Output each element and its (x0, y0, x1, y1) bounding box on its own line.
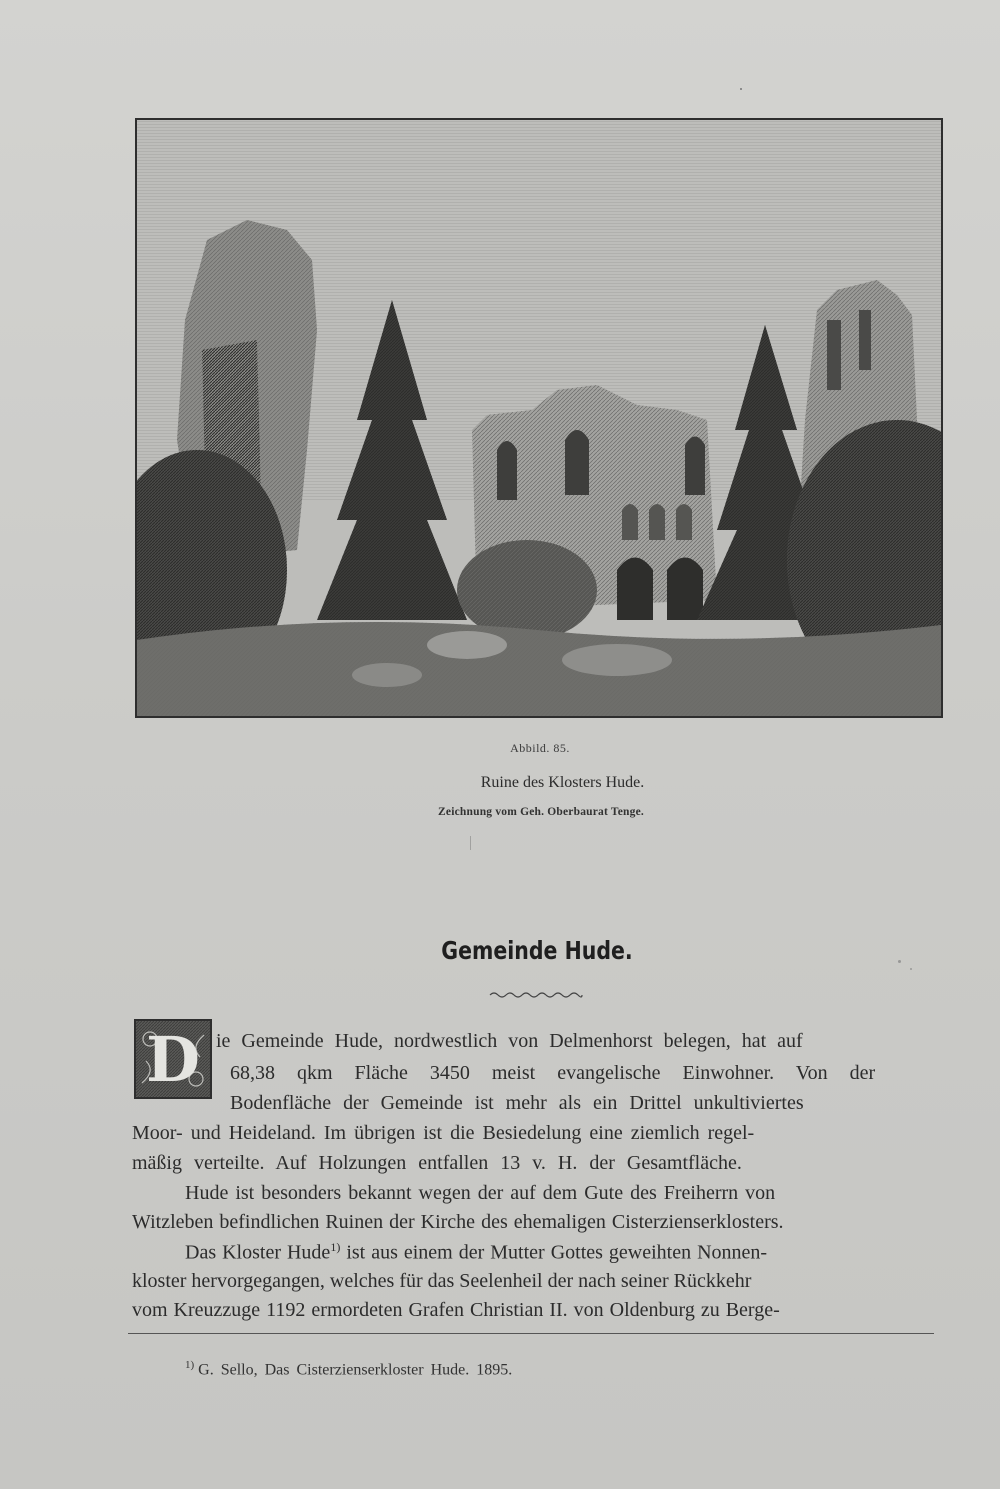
text-line: kloster hervorgegangen, welches für das Seelenheil der nach seiner Rückkehr (132, 1270, 752, 1292)
section-heading: Gemeinde Hude. (441, 936, 633, 965)
ruin-illustration (135, 118, 943, 718)
footnote (185, 1359, 512, 1379)
text-line: Bodenfläche der Gemeinde ist mehr als ein Drittel unkultiviertes (230, 1092, 804, 1114)
footnote-ref[interactable]: 1) (330, 1240, 341, 1254)
text-line (185, 1240, 767, 1265)
figure-title: Ruine des Klosters Hude. (480, 774, 645, 791)
text-line: Hude ist besonders bekannt wegen der auf dem Gute des Freiherrn von (185, 1182, 776, 1204)
ruin-engraving (137, 120, 941, 716)
footnote-text: G. Sello, Das Cisterzienserkloster Hude. 1895. (198, 1361, 513, 1379)
text-line: Witzleben befindlichen Ruinen der Kirche des ehemaligen Cisterzienserklosters. (132, 1211, 784, 1233)
text-run: Das Kloster Hude (185, 1241, 331, 1264)
text-line: 68,38 qkm Fläche 3450 meist evangelische Einwohner. Von der (230, 1062, 876, 1084)
footnote-marker: 1) (185, 1359, 195, 1371)
footnote-rule (128, 1333, 934, 1334)
paper-speck (898, 960, 901, 963)
initial-letter: D (146, 1023, 200, 1096)
decorative-initial (134, 1019, 212, 1099)
figure-credit: Zeichnung vom Geh. Oberbaurat Tenge. (438, 806, 644, 818)
paper-speck (740, 88, 742, 90)
text-line: vom Kreuzzuge 1192 ermordeten Grafen Christian II. von Oldenburg zu Berge- (132, 1299, 780, 1321)
figure-label: Abbild. 85. (510, 741, 570, 755)
divider-ornament (488, 990, 584, 1000)
text-run: ist aus einem der Mutter Gottes geweihten Nonnen- (346, 1241, 768, 1264)
text-line: ie Gemeinde Hude, nordwestlich von Delmenhorst belegen, hat auf (216, 1030, 803, 1052)
paper-speck (910, 968, 912, 970)
paper-speck (470, 836, 471, 850)
text-line: mäßig verteilte. Auf Holzungen entfallen 13 v. H. der Gesamtfläche. (132, 1152, 742, 1174)
text-line: Moor- und Heideland. Im übrigen ist die Besiedelung eine ziemlich regel- (132, 1122, 755, 1144)
